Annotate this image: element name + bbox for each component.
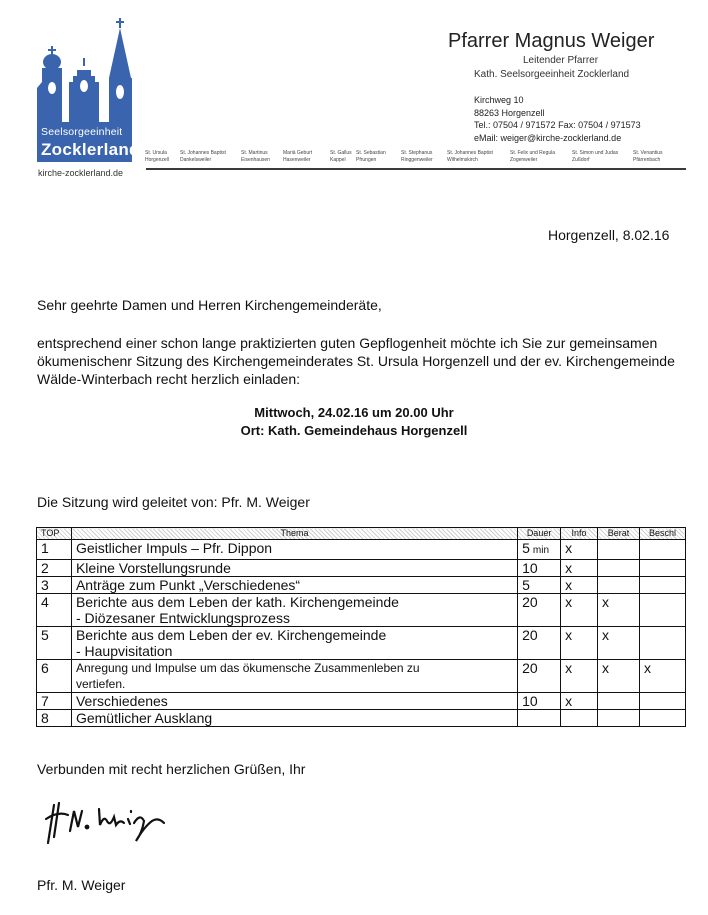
parish-entry <box>633 150 693 164</box>
agenda-beschl <box>639 594 685 627</box>
agenda-beschl <box>639 660 685 693</box>
agenda-thema-line2: vertiefen. <box>75 677 126 691</box>
parish-entry <box>572 150 632 164</box>
parish-saint: St. Martinus <box>241 150 268 156</box>
agenda-berat <box>598 660 640 693</box>
church-logo-icon <box>37 18 134 122</box>
logo-line1: Seelsorgeeinheit <box>41 126 123 138</box>
agenda-info-text: x <box>565 594 573 610</box>
agenda-thema <box>71 560 517 577</box>
agenda-row <box>37 710 686 727</box>
salutation: Sehr geehrte Damen und Herren Kirchengemeinderäte, <box>37 297 382 313</box>
parish-saint: St. Gallus <box>330 150 352 156</box>
address-street: Kirchweg 10 <box>474 95 524 105</box>
agenda-thema <box>71 710 517 727</box>
signer-name: Pfr. M. Weiger <box>37 877 126 893</box>
agenda-thema-text: Geistlicher Impuls – Pfr. Dippon <box>75 540 273 556</box>
agenda-thema <box>71 627 517 660</box>
letter-date: Horgenzell, 8.02.16 <box>548 227 670 243</box>
parish-entry <box>510 150 570 164</box>
parish-saint: St. Sebastian <box>356 150 386 156</box>
agenda-top <box>37 627 72 660</box>
intro-paragraph: entsprechend einer schon lange praktizierten guten Gepflogenheit möchte ich Sie zur gemeinsamen ökumenischenr Sitzung des Kirchengemeinderates St. Ursula Horgenzell und der ev. Kirchengemeinde Wälde-Winterbach recht herzlich einladen: <box>37 335 675 387</box>
agenda-thema-line2: - Haupvisitation <box>75 643 173 659</box>
agenda-dauer <box>518 710 561 727</box>
agenda-dauer-text: 20 <box>522 594 538 610</box>
parish-place: Wilhelmskirch <box>447 157 478 163</box>
parish-saint: St. Johannes Baptist <box>180 150 226 156</box>
parish-place: Dankelsweiler <box>180 157 212 163</box>
parish-saint: St. Simon und Judas <box>572 150 619 156</box>
agenda-row <box>37 660 686 693</box>
agenda-info <box>561 560 598 577</box>
parish-entry <box>447 150 507 164</box>
agenda-top <box>37 560 72 577</box>
agenda-info <box>561 577 598 594</box>
agenda-beschl <box>639 577 685 594</box>
agenda-thema-text: Anregung und Impulse um das ökumensche Zusammenleben zu <box>75 661 420 675</box>
agenda-row <box>37 577 686 594</box>
agenda-thema-text: Berichte aus dem Leben der ev. Kirchengemeinde <box>75 627 387 643</box>
agenda-header-row <box>37 528 686 540</box>
agenda-top-text: 1 <box>41 540 49 556</box>
agenda-row <box>37 627 686 660</box>
agenda-dauer-unit: min <box>532 545 550 556</box>
agenda-berat <box>598 594 640 627</box>
agenda-top-text: 3 <box>41 577 49 593</box>
agenda-berat <box>598 710 640 727</box>
agenda-top <box>37 660 72 693</box>
agenda-info-text: x <box>565 627 573 643</box>
agenda-thema-text: Verschiedenes <box>75 693 168 709</box>
agenda-thema <box>71 660 517 693</box>
parish-saint: St. Felix und Regula <box>510 150 556 156</box>
agenda-berat <box>598 693 640 710</box>
agenda-beschl <box>639 540 685 560</box>
agenda-dauer-text: 5 <box>522 540 530 556</box>
agenda-top <box>37 540 72 560</box>
agenda-row <box>37 540 686 560</box>
agenda-row <box>37 560 686 577</box>
agenda-beschl <box>639 560 685 577</box>
meeting-date-time: Mittwoch, 24.02.16 um 20.00 Uhr <box>254 405 454 420</box>
agenda-dauer <box>518 660 561 693</box>
parish-place: Zußdorf <box>572 157 590 163</box>
parish-place: Pfärrenbach <box>633 157 661 163</box>
agenda-info <box>561 693 598 710</box>
header-dauer: Dauer <box>518 528 561 540</box>
parish-place: Kappel <box>330 157 346 163</box>
agenda-dauer <box>518 577 561 594</box>
parish-saint: St. Venantius <box>633 150 663 156</box>
agenda-dauer <box>518 594 561 627</box>
agenda-beschl <box>639 693 685 710</box>
parish-entry <box>180 150 240 164</box>
closing-line: Verbunden mit recht herzlichen Grüßen, Ihr <box>37 761 306 777</box>
meeting-chair: Die Sitzung wird geleitet von: Pfr. M. Weiger <box>37 494 310 510</box>
agenda-thema-text: Berichte aus dem Leben der kath. Kirchengemeinde <box>75 594 399 610</box>
agenda-dauer-text: 10 <box>522 560 538 576</box>
logo-band <box>37 122 140 162</box>
header-thema: Thema <box>71 528 517 540</box>
agenda-berat <box>598 627 640 660</box>
agenda-top <box>37 577 72 594</box>
agenda-thema <box>71 594 517 627</box>
agenda-top <box>37 693 72 710</box>
agenda-row <box>37 594 686 627</box>
logo-line2: Zocklerland <box>41 140 140 159</box>
parish-saint: St. Stephanus <box>401 150 433 156</box>
parish-place: Eisenhausen <box>241 157 270 163</box>
unit-name: Kath. Seelsorgeeinheit Zocklerland <box>474 69 630 80</box>
handwritten-signature <box>44 797 184 847</box>
agenda-berat-text: x <box>602 660 610 676</box>
header-info: Info <box>561 528 598 540</box>
meeting-location: Ort: Kath. Gemeindehaus Horgenzell <box>240 423 468 438</box>
agenda-info-text: x <box>565 540 573 556</box>
agenda-info <box>561 540 598 560</box>
address-city: 88263 Horgenzell <box>474 108 545 118</box>
parish-saint: St. Johannes Baptist <box>447 150 493 156</box>
agenda-berat <box>598 560 640 577</box>
agenda-thema-text: Gemütlicher Ausklang <box>75 710 213 726</box>
agenda-row <box>37 693 686 710</box>
agenda-top-text: 7 <box>41 693 49 709</box>
agenda-berat-text: x <box>602 594 610 610</box>
agenda-berat <box>598 577 640 594</box>
agenda-info <box>561 660 598 693</box>
parish-place: Pfrungen <box>356 157 377 163</box>
agenda-dauer-text: 5 <box>522 577 530 593</box>
agenda-info <box>561 594 598 627</box>
parish-place: Ringgenweiler <box>401 157 433 163</box>
agenda-thema-text: Kleine Vorstellungsrunde <box>75 560 231 576</box>
address-email: eMail: weiger@kirche-zocklerland.de <box>474 133 622 143</box>
header-berat: Berat <box>598 528 640 540</box>
pastor-role: Leitender Pfarrer <box>523 55 599 66</box>
header-top: TOP <box>37 528 72 540</box>
agenda-info-text: x <box>565 693 573 709</box>
agenda-dauer-text: 10 <box>522 693 538 709</box>
agenda-top-text: 4 <box>41 594 49 610</box>
logo-url: kirche-zocklerland.de <box>38 168 124 178</box>
agenda-top-text: 2 <box>41 560 49 576</box>
agenda-top-text: 6 <box>41 660 49 676</box>
agenda-beschl <box>639 627 685 660</box>
agenda-dauer-text: 20 <box>522 660 538 676</box>
address-phone: Tel.: 07504 / 971572 Fax: 07504 / 971573 <box>474 120 641 130</box>
agenda-top-text: 8 <box>41 710 49 726</box>
agenda-dauer-text: 20 <box>522 627 538 643</box>
agenda-beschl-text: x <box>643 660 651 676</box>
agenda-thema <box>71 577 517 594</box>
parish-place: Zogenweiler <box>510 157 538 163</box>
agenda-thema-line2: - Diözesaner Entwicklungsprozess <box>75 610 290 626</box>
agenda-dauer <box>518 540 561 560</box>
agenda-berat-text: x <box>602 627 610 643</box>
agenda-info <box>561 627 598 660</box>
agenda-top <box>37 710 72 727</box>
parish-place: Horgenzell <box>145 157 169 163</box>
agenda-info-text: x <box>565 577 573 593</box>
parish-saint: St. Ursula <box>145 150 167 156</box>
agenda-berat <box>598 540 640 560</box>
agenda-top-text: 5 <box>41 627 49 643</box>
agenda-thema <box>71 540 517 560</box>
agenda-info-text: x <box>565 560 573 576</box>
agenda-dauer <box>518 627 561 660</box>
agenda-thema <box>71 693 517 710</box>
agenda-beschl <box>639 710 685 727</box>
agenda-thema-text: Anträge zum Punkt „Verschiedenes“ <box>75 577 301 593</box>
agenda-table <box>36 527 686 727</box>
agenda-top <box>37 594 72 627</box>
parish-saint: Mariä Geburt <box>283 150 313 156</box>
pastor-name: Pfarrer Magnus Weiger <box>448 30 655 52</box>
agenda-info-text: x <box>565 660 573 676</box>
header-beschl: Beschl <box>639 528 685 540</box>
agenda-dauer <box>518 693 561 710</box>
agenda-info <box>561 710 598 727</box>
parish-place: Hasenweiler <box>283 157 311 163</box>
header-divider <box>146 168 686 170</box>
agenda-dauer <box>518 560 561 577</box>
